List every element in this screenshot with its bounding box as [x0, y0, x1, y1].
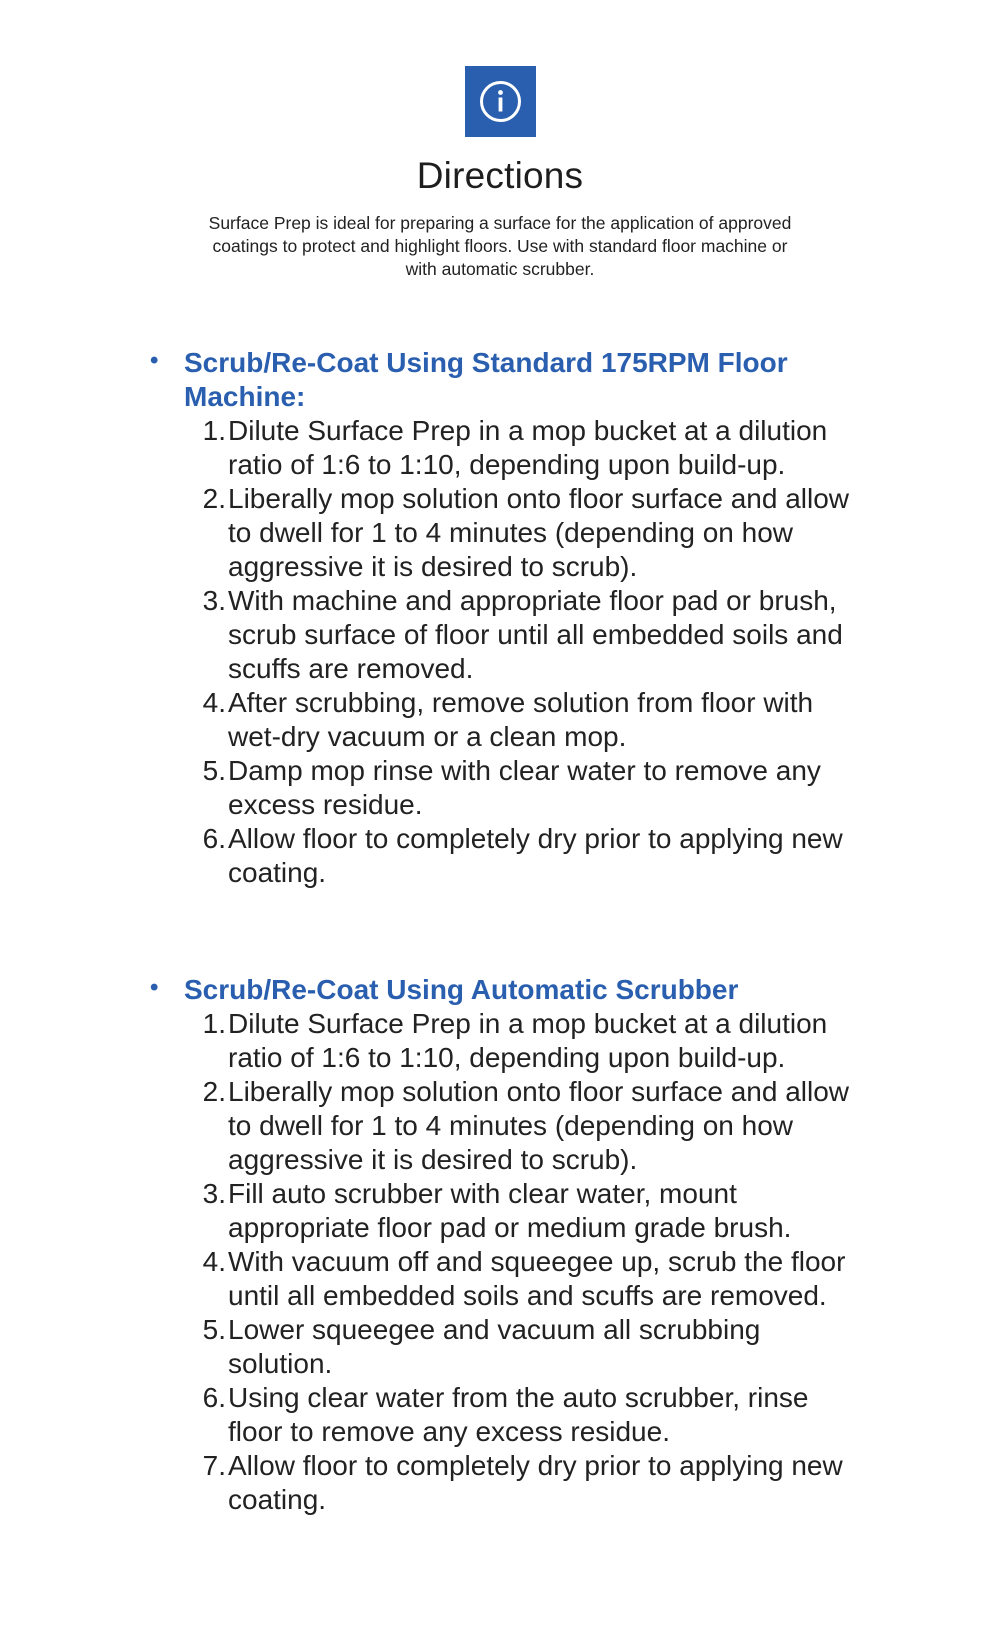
step-number: 2. [202, 1076, 226, 1107]
step-text: Liberally mop solution onto floor surface and allow to dwell for 1 to 4 minutes (depending on how aggressive it is desired to scrub). [228, 1076, 850, 1175]
step-text: Using clear water from the auto scrubber, rinse floor to remove any excess residue. [228, 1382, 809, 1447]
bullet-icon: • [150, 347, 159, 374]
step-text: With machine and appropriate floor pad or brush, scrub surface of floor until all embedded soils and scuffs are removed. [228, 585, 843, 684]
step-number: 4. [202, 687, 226, 718]
step-text: After scrubbing, remove solution from floor with wet-dry vacuum or a clean mop. [228, 687, 814, 752]
step-number: 2. [202, 483, 226, 514]
list-item [150, 1449, 870, 1517]
step-text: Liberally mop solution onto floor surface and allow to dwell for 1 to 4 minutes (depending on how aggressive it is desired to scrub). [228, 483, 850, 582]
list-item [150, 822, 870, 890]
step-number: 6. [202, 1382, 226, 1413]
info-icon-box [465, 66, 536, 137]
step-number: 4. [202, 1246, 226, 1277]
list-item [150, 1245, 870, 1313]
section-standard-floor-machine [150, 346, 870, 890]
step-text: Allow floor to completely dry prior to applying new coating. [228, 823, 843, 888]
step-text: Damp mop rinse with clear water to remove any excess residue. [228, 755, 821, 820]
list-item [150, 584, 870, 686]
intro-paragraph: Surface Prep is ideal for preparing a surface for the application of approved coatings to protect and highlight floors. Use with standard floor machine or with automatic scrubber. [208, 213, 792, 279]
step-number: 5. [202, 1314, 226, 1345]
step-text: Dilute Surface Prep in a mop bucket at a dilution ratio of 1:6 to 1:10, depending upon build-up. [228, 1008, 828, 1073]
steps-list [150, 1007, 870, 1517]
info-icon [478, 79, 523, 124]
section-heading-text: Scrub/Re-Coat Using Automatic Scrubber [184, 974, 739, 1005]
step-number: 3. [202, 1178, 226, 1209]
list-item [150, 1381, 870, 1449]
bullet-icon: • [150, 974, 159, 1001]
step-text: Allow floor to completely dry prior to applying new coating. [228, 1450, 843, 1515]
list-item [150, 686, 870, 754]
step-number: 1. [202, 1008, 226, 1039]
section-heading-text: Scrub/Re-Coat Using Standard 175RPM Floor Machine: [184, 347, 788, 412]
step-number: 7. [202, 1450, 226, 1481]
section-automatic-scrubber [150, 973, 870, 1517]
step-number: 6. [202, 823, 226, 854]
list-item [150, 482, 870, 584]
step-number: 3. [202, 585, 226, 616]
directions-header [0, 66, 1000, 281]
list-item [150, 754, 870, 822]
list-item [150, 1177, 870, 1245]
list-item [150, 414, 870, 482]
list-item [150, 1075, 870, 1177]
list-item [150, 1007, 870, 1075]
step-number: 1. [202, 415, 226, 446]
step-text: Dilute Surface Prep in a mop bucket at a dilution ratio of 1:6 to 1:10, depending upon build-up. [228, 415, 828, 480]
step-text: With vacuum off and squeegee up, scrub the floor until all embedded soils and scuffs are removed. [228, 1246, 846, 1311]
section-heading [150, 973, 870, 1007]
list-item [150, 1313, 870, 1381]
step-text: Lower squeegee and vacuum all scrubbing solution. [228, 1314, 761, 1379]
step-number: 5. [202, 755, 226, 786]
step-text: Fill auto scrubber with clear water, mount appropriate floor pad or medium grade brush. [228, 1178, 792, 1243]
steps-list [150, 414, 870, 890]
section-heading [150, 346, 870, 414]
page-title: Directions [416, 155, 584, 196]
